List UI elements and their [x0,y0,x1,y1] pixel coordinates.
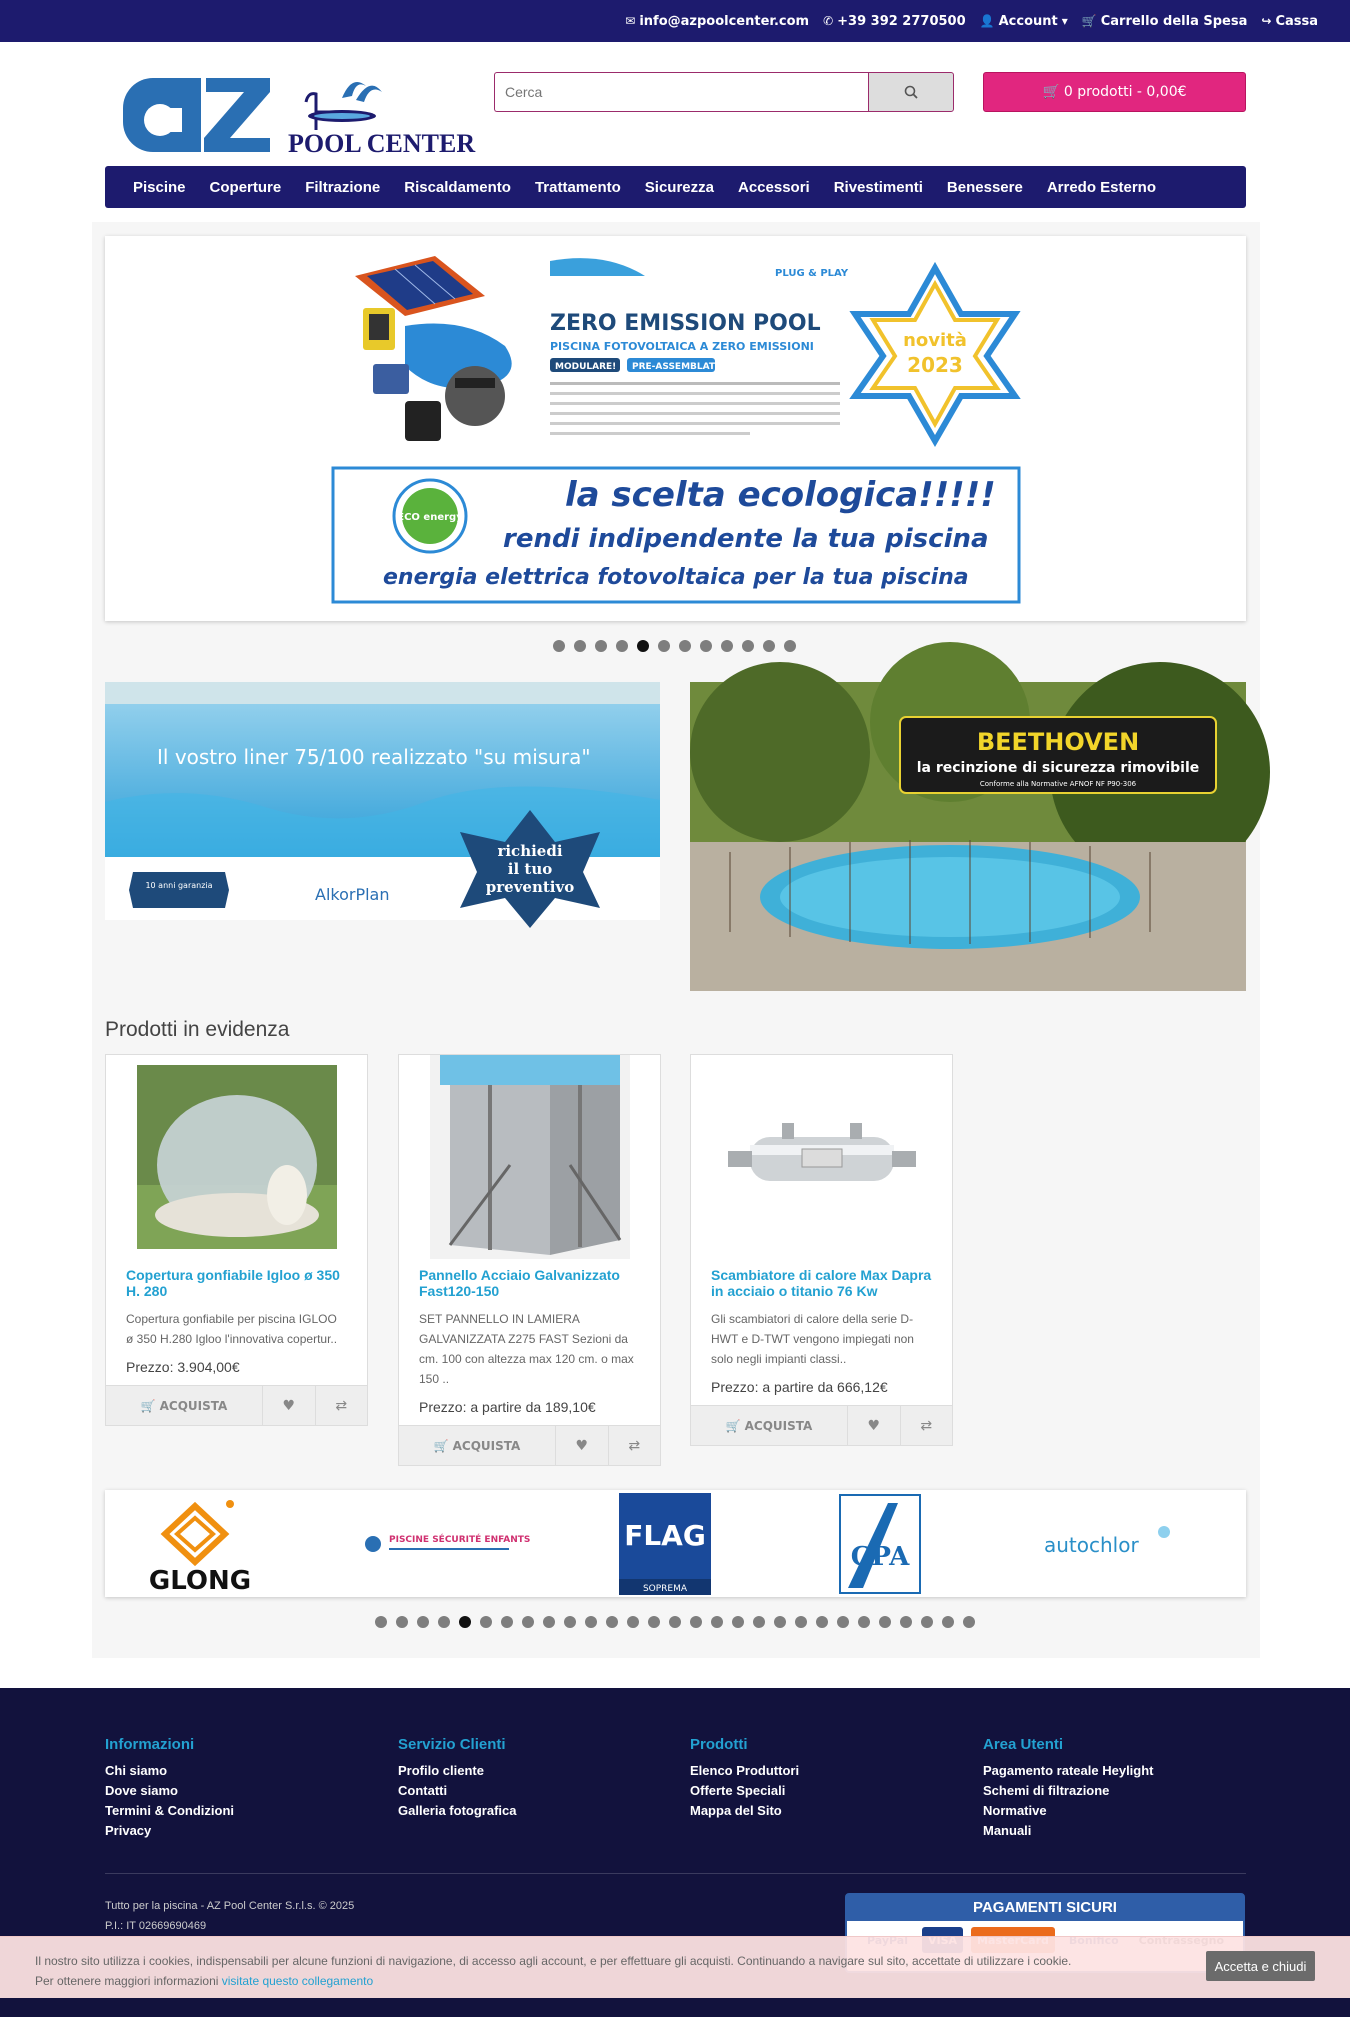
brand-dot[interactable] [375,1616,387,1628]
cart-link[interactable]: 🛒 Carrello della Spesa [1081,13,1248,29]
nav-item-riscaldamento[interactable]: Riscaldamento [404,178,511,196]
nav-item-trattamento[interactable]: Trattamento [534,178,621,196]
heart-icon: ♥ [282,1397,296,1414]
brand-dot[interactable] [564,1616,576,1628]
product-description: Copertura gonfiabile per piscina IGLOO ø 350 H.280 Igloo l'innovativa copertur.. [126,1312,338,1346]
share-icon: ↪ [1261,14,1272,28]
footer-column [690,1736,799,1821]
nav-item-sicurezza[interactable]: Sicurezza [644,178,714,196]
caret-down-icon: ▾ [1061,14,1068,28]
brand-cpa[interactable] [765,1490,995,1597]
brand-dot[interactable] [648,1616,660,1628]
slide-dot[interactable] [742,640,754,652]
product-description: Gli scambiatori di calore della serie D-HWT e D-TWT vengono impiegati non solo negli impianti classi.. [711,1312,914,1366]
footer-column-title: Prodotti [690,1736,748,1753]
brand-dot[interactable] [522,1616,534,1628]
cart-icon: 🛒 [140,1398,156,1413]
svg-text:AlkorPlan: AlkorPlan [315,885,390,904]
wishlist-button[interactable] [848,1406,901,1445]
brand-dot[interactable] [837,1616,849,1628]
brand-dot[interactable] [795,1616,807,1628]
footer-link[interactable]: Profilo cliente [398,1763,484,1778]
product-actions [399,1425,660,1465]
slide-dot[interactable] [637,640,649,652]
brand-dot[interactable] [669,1616,681,1628]
footer-column [105,1736,234,1841]
product-card-pannello [398,1054,661,1466]
site-logo[interactable] [120,72,476,158]
nav-item-rivestimenti[interactable]: Rivestimenti [833,178,923,196]
footer-column [983,1736,1154,1841]
slide-zero-emission-pool [105,236,1246,621]
brand-dot[interactable] [774,1616,786,1628]
svg-text:CPA: CPA [850,1541,910,1572]
svg-text:ECO energy: ECO energy [397,512,463,523]
product-name[interactable]: Scambiatore di calore Max Dapra in acciaio o titanio 76 Kw [711,1267,932,1299]
nav-item-coperture[interactable]: Coperture [209,178,282,196]
svg-text:la scelta ecologica!!!!!: la scelta ecologica!!!!! [565,475,996,515]
top-links [625,0,1318,42]
footer-divider [105,1873,1246,1874]
product-description: SET PANNELLO IN LAMIERA GALVANIZZATA Z275 FAST Sezioni da cm. 100 con altezza max 120 cm. o max 150 .. [419,1312,634,1386]
compare-button[interactable] [901,1406,953,1445]
copyright-text: Tutto per la piscina - AZ Pool Center S.r.l.s. © 2025 [105,1900,355,1912]
brand-glong[interactable] [105,1490,325,1597]
cart-summary-button[interactable]: 🛒 0 prodotti - 0,00€ [983,72,1246,112]
cookie-banner [0,1936,1350,1998]
payments-title: PAGAMENTI SICURI [847,1895,1243,1921]
user-icon: 👤 [979,14,995,28]
svg-text:10 anni garanzia: 10 anni garanzia [145,881,213,890]
cart-icon: 🛒 [725,1418,741,1433]
product-price: Prezzo: 3.904,00€ [126,1359,240,1375]
brand-dot[interactable] [627,1616,639,1628]
brand-dot[interactable] [606,1616,618,1628]
svg-text:richiedi: richiedi [497,842,563,860]
hero-slideshow[interactable] [105,236,1246,621]
brand-dot[interactable] [942,1616,954,1628]
svg-text:preventivo: preventivo [485,878,575,896]
nav-item-piscine[interactable]: Piscine [133,178,186,196]
nav-item-filtrazione[interactable]: Filtrazione [305,178,381,196]
manufacturer-carousel[interactable] [105,1490,1246,1597]
product-image[interactable] [106,1055,367,1259]
svg-text:autochlor: autochlor [1044,1532,1139,1557]
svg-text:MODULARE!: MODULARE! [555,362,617,372]
slide-dot[interactable] [658,640,670,652]
slide-dot[interactable] [553,640,565,652]
brand-dot[interactable] [816,1616,828,1628]
brand-dot[interactable] [480,1616,492,1628]
featured-title: Prodotti in evidenza [105,1018,290,1041]
add-to-cart-button[interactable]: 🛒 ACQUISTA [691,1406,848,1445]
brand-dot[interactable] [690,1616,702,1628]
brand-dot[interactable] [921,1616,933,1628]
slide-dot[interactable] [763,640,775,652]
product-price: Prezzo: a partire da 666,12€ [711,1379,888,1395]
top-bar [0,0,1350,42]
svg-text:il tuo: il tuo [507,860,553,878]
beethoven-banner-image [690,682,1246,991]
slide-dot[interactable] [574,640,586,652]
footer-link[interactable]: Elenco Produttori [690,1763,800,1778]
compare-button[interactable] [316,1386,368,1425]
slide-dot[interactable] [616,640,628,652]
phone-icon: ✆ [823,14,834,28]
product-image[interactable] [399,1055,660,1259]
add-to-cart-button[interactable]: 🛒 ACQUISTA [106,1386,263,1425]
brand-dot[interactable] [543,1616,555,1628]
brand-dot[interactable] [396,1616,408,1628]
brand-dot[interactable] [879,1616,891,1628]
brand-autochlor[interactable] [995,1490,1225,1597]
svg-text:POOL CENTER: POOL CENTER [288,129,476,158]
footer-column-title: Servizio Clienti [398,1736,506,1753]
brand-piscine-securite[interactable] [325,1490,565,1597]
footer-copyright [105,1896,354,1936]
account-dropdown[interactable]: 👤 Account ▾ [979,13,1068,29]
footer-column [398,1736,516,1821]
svg-text:novità: novità [903,330,967,351]
footer-link[interactable]: Schemi di filtrazione [983,1783,1110,1798]
brand-dot[interactable] [585,1616,597,1628]
brand-dot[interactable] [459,1616,471,1628]
product-actions [106,1385,367,1425]
search-input[interactable] [494,72,868,112]
product-card-scambiatore [690,1054,953,1446]
footer-link[interactable]: Privacy [105,1823,152,1838]
brand-dot[interactable] [417,1616,429,1628]
footer-link[interactable]: Pagamento rateale Heylight [983,1763,1154,1778]
email-link[interactable]: ✉ info@azpoolcenter.com [625,13,810,29]
svg-text:PISCINA FOTOVOLTAICA A ZERO EM: PISCINA FOTOVOLTAICA A ZERO EMISSIONI [550,340,814,353]
liner-banner-image [105,682,660,920]
svg-text:GLONG: GLONG [148,1565,252,1596]
exchange-icon: ⇄ [335,1397,348,1414]
slide-dot[interactable] [721,640,733,652]
cart-icon: 🛒 [1081,14,1097,28]
checkout-link[interactable]: ↪ Cassa [1261,13,1318,29]
footer-link[interactable]: Termini & Condizioni [105,1803,235,1818]
footer-link[interactable]: Contatti [398,1783,448,1798]
slideshow-pagination [553,640,796,652]
footer-link[interactable]: Offerte Speciali [690,1783,786,1798]
product-name[interactable]: Copertura gonfiabile Igloo ø 350 H. 280 [126,1267,340,1299]
svg-text:BEETHOVEN: BEETHOVEN [976,728,1140,756]
vat-number: P.I.: IT 02669690469 [105,1920,207,1932]
svg-text:Il vostro liner 75/100 realizz: Il vostro liner 75/100 realizzato "su misura" [157,745,591,769]
heart-icon: ♥ [575,1437,589,1454]
cart-icon: 🛒 [433,1438,449,1453]
svg-text:SOPREMA: SOPREMA [642,1583,688,1594]
cookie-text: Il nostro sito utilizza i cookies, indispensabili per alcune funzioni di navigazione, di accesso agli account, e per effettuare gli acquisti. Continuando a navigare sul sito, accettate di utilizzare i cookie. Per ottenere maggiori informazioni visitate questo collegamento [35,1954,1072,1988]
phone-link[interactable]: ✆ +39 392 2770500 [823,13,966,29]
footer-link[interactable]: Manuali [983,1823,1032,1838]
svg-text:ZERO EMISSION POOL: ZERO EMISSION POOL [550,311,821,336]
svg-text:PRE-ASSEMBLATO!: PRE-ASSEMBLATO! [632,362,727,372]
svg-text:PISCINE SÉCURITÉ ENFANTS: PISCINE SÉCURITÉ ENFANTS [389,1534,531,1545]
footer-link[interactable]: Normative [983,1803,1047,1818]
svg-text:Conforme alla Normative AFNOF: Conforme alla Normative AFNOF NF P90-306 [979,780,1137,788]
slide-dot[interactable] [595,640,607,652]
wishlist-button[interactable] [556,1426,609,1465]
brand-flag[interactable] [565,1490,765,1597]
svg-text:FLAG: FLAG [624,1518,706,1552]
envelope-icon: ✉ [625,14,636,28]
compare-button[interactable] [609,1426,661,1465]
footer-link[interactable]: Mappa del Sito [690,1803,782,1818]
exchange-icon: ⇄ [628,1437,641,1454]
svg-text:la recinzione di sicurezza rim: la recinzione di sicurezza rimovibile [916,760,1200,776]
brand-dot[interactable] [858,1616,870,1628]
brand-dot[interactable] [963,1616,975,1628]
footer-link[interactable]: Dove siamo [105,1783,178,1798]
svg-text:PLUG & PLAY: PLUG & PLAY [775,268,849,279]
cart-icon: 🛒 [1042,84,1060,100]
slide-dot[interactable] [679,640,691,652]
product-card-igloo [105,1054,368,1426]
slide-dot[interactable] [784,640,796,652]
search-icon [904,85,918,99]
exchange-icon: ⇄ [920,1417,933,1434]
brand-dot[interactable] [732,1616,744,1628]
footer-link[interactable]: Galleria fotografica [398,1803,517,1818]
az-pool-center-logo [120,72,476,158]
accept-cookies-button[interactable]: Accetta e chiudi [1206,1951,1315,1981]
svg-text:energia elettrica fotovoltaica: energia elettrica fotovoltaica per la tua piscina [383,565,969,590]
beethoven-banner[interactable] [690,682,1246,991]
brand-dot[interactable] [438,1616,450,1628]
nav-item-accessori[interactable]: Accessori [738,178,810,196]
brand-dot[interactable] [501,1616,513,1628]
footer-link[interactable]: Chi siamo [105,1763,168,1778]
brand-dot[interactable] [753,1616,765,1628]
liner-banner[interactable] [105,682,660,920]
footer-column-title: Area Utenti [983,1736,1064,1753]
svg-text:rendi indipendente la tua pisc: rendi indipendente la tua piscina [503,524,989,554]
search-button[interactable] [868,72,954,112]
add-to-cart-button[interactable]: 🛒 ACQUISTA [399,1426,556,1465]
product-image[interactable] [691,1055,952,1259]
nav-item-benessere[interactable]: Benessere [946,178,1023,196]
brand-dot[interactable] [900,1616,912,1628]
product-price: Prezzo: a partire da 189,10€ [419,1399,596,1415]
slide-dot[interactable] [700,640,712,652]
wishlist-button[interactable] [263,1386,316,1425]
heart-icon: ♥ [867,1417,881,1434]
cookie-info-link[interactable]: visitate questo collegamento [221,1974,374,1988]
svg-text:2023: 2023 [907,353,963,377]
product-name[interactable]: Pannello Acciaio Galvanizzato Fast120-150 [419,1267,620,1299]
product-actions [691,1405,952,1445]
brand-dot[interactable] [711,1616,723,1628]
main-navigation [105,166,1246,208]
footer-column-title: Informazioni [105,1736,195,1753]
nav-item-arredo-esterno[interactable]: Arredo Esterno [1046,178,1157,196]
brands-pagination [375,1616,975,1628]
